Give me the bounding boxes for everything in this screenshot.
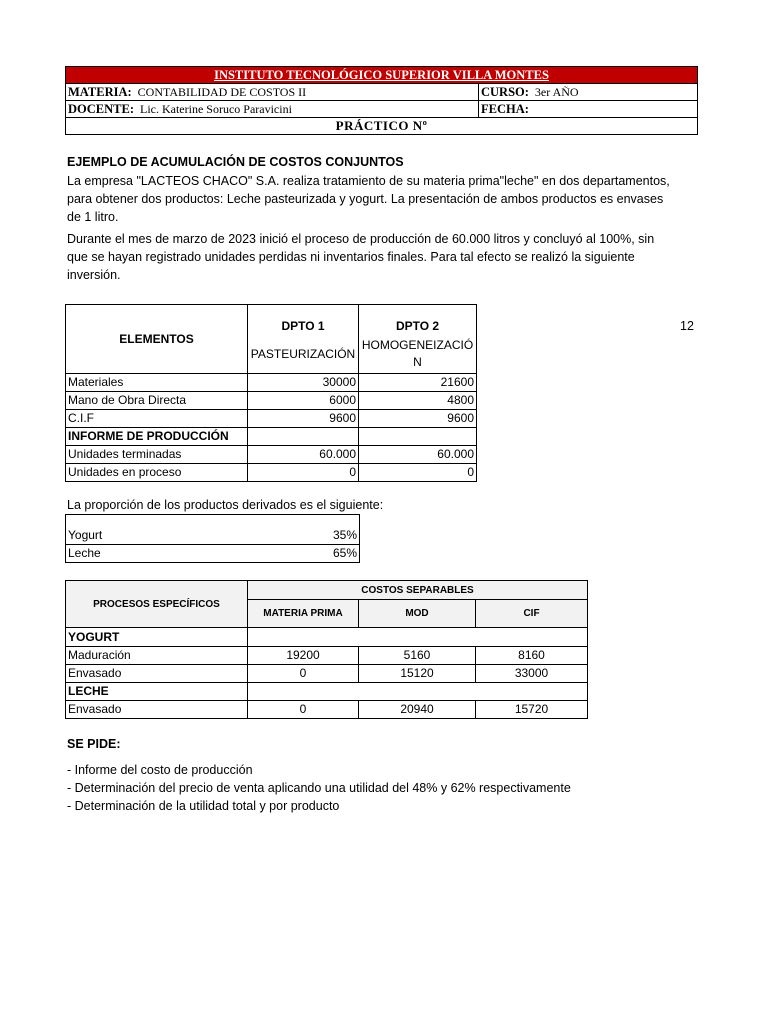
dpto1-value: 60.000 (248, 446, 359, 464)
process-label: Envasado (66, 665, 248, 683)
text-line: La empresa "LACTEOS CHACO" S.A. realiza tratamiento de su materia prima"leche" en dos departamentos, (67, 174, 670, 188)
row-label: C.I.F (66, 410, 248, 428)
materia-prima-value: 0 (248, 701, 359, 719)
product-proportion: 65% (248, 545, 360, 563)
cif-value: 15720 (476, 701, 588, 719)
proportion-table (65, 514, 360, 563)
table-row (66, 647, 588, 665)
mod-value: 5160 (359, 647, 476, 665)
text-line: que se hayan registrado unidades perdidas ni inventarios finales. Para tal efecto se realizó la siguiente (67, 250, 635, 264)
col-header-dpto1: DPTO 1 (248, 305, 359, 336)
se-pide-title: SE PIDE: (67, 737, 121, 751)
table-row (66, 392, 477, 410)
col-header-dpto2: DPTO 2 (359, 305, 477, 336)
row-label: INFORME DE PRODUCCIÓN (66, 428, 248, 446)
table-row (66, 464, 477, 482)
intro-paragraph-2 (67, 230, 687, 284)
col-subheader-homogeneizacion (359, 335, 477, 373)
process-label: Maduración (66, 647, 248, 665)
dpto1-value: 9600 (248, 410, 359, 428)
dpto2-value: 60.000 (359, 446, 477, 464)
col-header-costos-separables: COSTOS SEPARABLES (248, 581, 588, 600)
text-line: inversión. (67, 268, 121, 282)
curso-value: 3er AÑO (534, 85, 579, 99)
dpto1-value: 0 (248, 464, 359, 482)
empty-cell (248, 628, 588, 647)
cost-elements-table (65, 304, 477, 482)
curso-label: CURSO: (481, 85, 529, 99)
institute-title: INSTITUTO TECNOLÓGICO SUPERIOR VILLA MONTES (66, 67, 698, 84)
spacer-cell (248, 515, 360, 528)
materia-value: CONTABILIDAD DE COSTOS II (137, 85, 307, 99)
curso-cell (479, 84, 698, 101)
col-subheader-pasteurizacion: PASTEURIZACIÓN (248, 335, 359, 373)
text-line: de 1 litro. (67, 210, 119, 224)
cif-value: 8160 (476, 647, 588, 665)
col-header-elementos: ELEMENTOS (66, 305, 248, 374)
header-table (65, 66, 698, 135)
intro-paragraph-1 (67, 172, 687, 226)
col-header-mod: MOD (359, 600, 476, 628)
materia-prima-value: 0 (248, 665, 359, 683)
table-row (66, 701, 588, 719)
docente-value: Lic. Katerine Soruco Paravicini (139, 102, 292, 116)
docente-label: DOCENTE: (68, 102, 134, 116)
empty-cell (248, 683, 588, 701)
list-item: - Determinación de la utilidad total y por producto (67, 799, 340, 813)
table-row (66, 545, 360, 563)
list-item: - Determinación del precio de venta aplicando una utilidad del 48% y 62% respectivamente (67, 781, 571, 795)
materia-prima-value: 19200 (248, 647, 359, 665)
col-header-materia-prima: MATERIA PRIMA (248, 600, 359, 628)
docente-cell (66, 101, 479, 118)
separable-costs-table (65, 580, 588, 719)
product-label: Yogurt (66, 527, 248, 545)
fecha-cell (479, 101, 698, 118)
dpto2-value: 0 (359, 464, 477, 482)
product-proportion: 35% (248, 527, 360, 545)
section-label-leche: LECHE (66, 683, 248, 701)
product-label: Leche (66, 545, 248, 563)
text-line: Durante el mes de marzo de 2023 inició el proceso de producción de 60.000 litros y concluyó al 100%, sin (67, 232, 655, 246)
subheader-line: N (413, 355, 422, 370)
dpto2-value (359, 428, 477, 446)
fecha-label: FECHA: (481, 102, 529, 116)
col-header-procesos: PROCESOS ESPECÍFICOS (66, 581, 248, 628)
table-row (66, 527, 360, 545)
materia-cell (66, 84, 479, 101)
dpto1-value: 6000 (248, 392, 359, 410)
se-pide-list (67, 761, 687, 815)
row-label: Mano de Obra Directa (66, 392, 248, 410)
row-label: Unidades terminadas (66, 446, 248, 464)
table-row (66, 410, 477, 428)
text-line: para obtener dos productos: Leche pasteurizada y yogurt. La presentación de ambos productos es envases (67, 192, 664, 206)
subheader-line: HOMOGENEIZACIÓ (361, 338, 474, 353)
list-item: - Informe del costo de producción (67, 763, 253, 777)
process-label: Envasado (66, 701, 248, 719)
materia-label: MATERIA: (68, 85, 132, 99)
cif-value: 33000 (476, 665, 588, 683)
spacer-cell (66, 515, 248, 528)
proportion-text: La proporción de los productos derivados es el siguiente: (67, 498, 384, 512)
table-row (66, 665, 588, 683)
row-label: Materiales (66, 374, 248, 392)
mod-value: 15120 (359, 665, 476, 683)
side-number: 12 (680, 319, 694, 333)
dpto1-value: 30000 (248, 374, 359, 392)
table-row (66, 374, 477, 392)
table-row (66, 428, 477, 446)
example-title: EJEMPLO DE ACUMULACIÓN DE COSTOS CONJUNTOS (67, 155, 404, 169)
table-row (66, 446, 477, 464)
dpto2-value: 9600 (359, 410, 477, 428)
section-label-yogurt: YOGURT (66, 628, 248, 647)
dpto2-value: 21600 (359, 374, 477, 392)
dpto1-value (248, 428, 359, 446)
mod-value: 20940 (359, 701, 476, 719)
col-header-cif: CIF (476, 600, 588, 628)
practico-title: PRÁCTICO Nº (66, 118, 698, 135)
row-label: Unidades en proceso (66, 464, 248, 482)
dpto2-value: 4800 (359, 392, 477, 410)
